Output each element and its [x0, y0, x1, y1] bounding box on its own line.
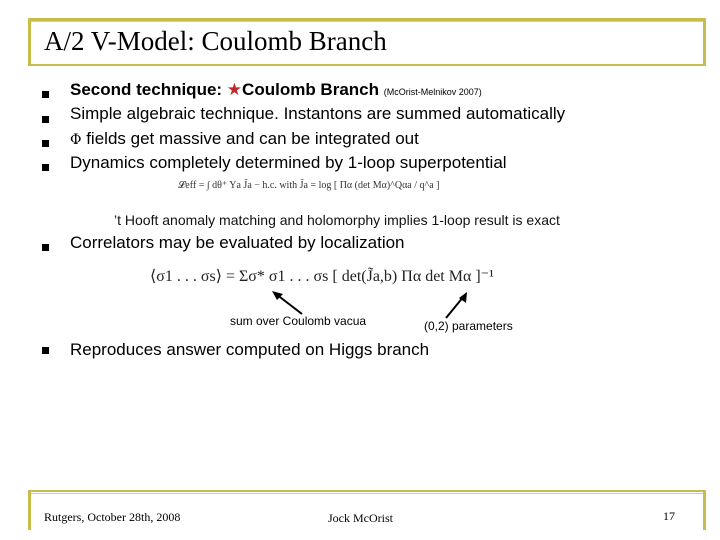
parameters-label: (0,2) parameters — [424, 319, 513, 333]
bullet-1-lead: Second technique: — [70, 80, 227, 99]
footer-rule — [28, 490, 706, 492]
footer-frame-left — [28, 490, 31, 530]
phi-symbol: Φ — [70, 132, 82, 148]
bullet-2: Simple algebraic technique. Instantons are summed automatically — [70, 104, 566, 123]
footer-frame-right — [703, 490, 706, 530]
bullet-5: Correlators may be evaluated by localization — [70, 233, 405, 252]
slide-title: A/2 V-Model: Coulomb Branch — [44, 26, 387, 56]
footer-rule-inner — [28, 493, 706, 494]
coulomb-vacua-label: sum over Coulomb vacua — [230, 314, 367, 328]
star-icon: ★ — [226, 80, 243, 99]
footer-venue-date: Rutgers, October 28th, 2008 — [44, 510, 181, 524]
correlator-equation: ⟨σ1 . . . σs⟩ = Σσ* σ1 . . . σs [ det(J̃a,b) Πα det Mα ]⁻¹ — [150, 268, 494, 285]
footer-author: Jock McOrist — [328, 511, 393, 525]
exactness-note: ’t Hooft anomaly matching and holomorphy implies 1-loop result is exact — [114, 212, 560, 228]
effective-lagrangian-equation: 𝓛eff = ∫ dθ⁺ Υa J̃a − h.c. with J̃a = log [ Πα (det Mα)^Qαa / q^a ] — [178, 180, 440, 191]
bullet-3-text: fields get massive and can be integrated out — [81, 129, 419, 148]
bullet-marker — [42, 347, 49, 354]
bullet-4: Dynamics completely determined by 1-loop superpotential — [70, 153, 507, 172]
bullet-1-reference: (McOrist-Melnikov 2007) — [383, 87, 482, 97]
page-number: 17 — [663, 509, 675, 523]
bullet-6: Reproduces answer computed on Higgs branch — [70, 340, 430, 359]
bullet-1-label: Coulomb Branch — [242, 80, 379, 99]
